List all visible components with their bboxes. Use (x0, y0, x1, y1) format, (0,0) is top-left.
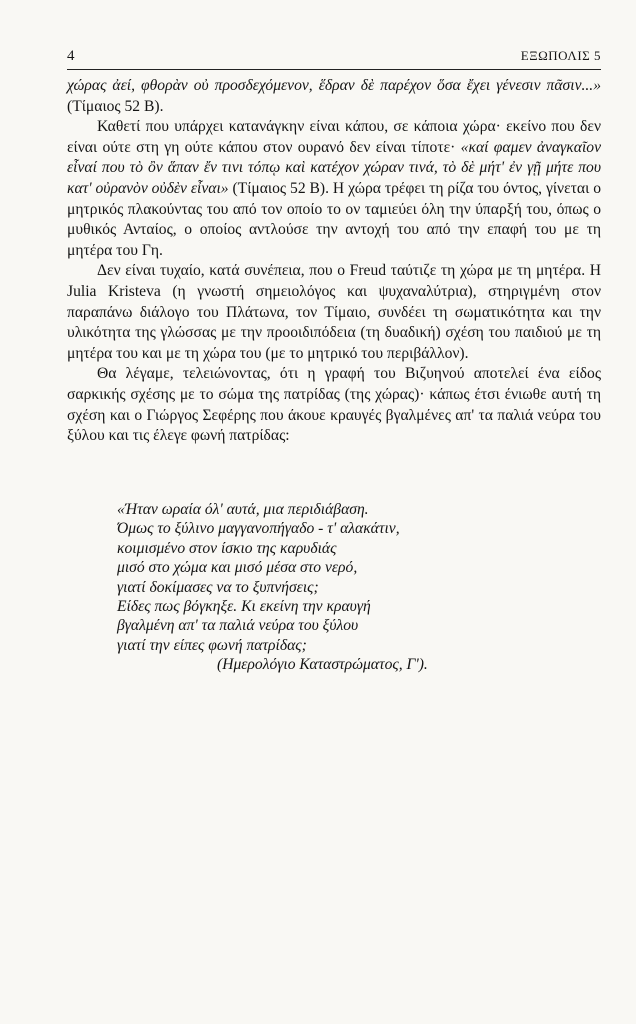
paragraph-4: Θα λέγαμε, τελειώνοντας, ότι η γραφή του Βιζυηνού αποτελεί ένα είδος σαρκικής σχέσης με το σώμα της πατρίδας (της χώρας)· κάπως έτσι ένιωθε αυτή τη σχέση και ο Γιώργος Σεφέρης που άκουε κραυγές βγαλμένες απ' τα παλιά νεύρα του ξύλου και τις έλεγε φωνή πατρίδας: (67, 365, 601, 445)
page-number: 4 (67, 48, 75, 64)
poem-line: γιατί την είπες φωνή πατρίδας; (117, 636, 307, 654)
running-header (67, 46, 601, 70)
greek-quotation: χώρας ἀεί, φθορὰν οὐ προσδεχόμενον, ἕδραν δὲ παρέχον ὅσα ἔχει γένεσιν πᾶσιν...» (67, 77, 601, 94)
poem-line: Όμως το ξύλινο μαγγανοπήγαδο - τ' αλακάτιν, (117, 520, 400, 538)
poem-line: βγαλμένη απ' τα παλιά νεύρα του ξύλου (117, 617, 359, 635)
poem-line: Είδες πως βόγκηξε. Κι εκείνη την κραυγή (117, 598, 371, 616)
citation: (Τίμαιος 52 Β). (67, 97, 164, 115)
header-rule (67, 69, 601, 70)
poem-line: γιατί δοκίμασες να το ξυπνήσεις; (117, 578, 319, 596)
paragraph-2-text-a: Καθετί που υπάρχει κατανάγκην είναι κάπου, σε κάποια χώρα· εκείνο που δεν είναι ούτε στη γη ούτε κάπου στον ουρανό δεν είναι τίποτε· (67, 118, 601, 156)
paragraph-1 (67, 76, 601, 117)
poem-line: μισό στο χώμα και μισό μέσα στο νερό, (117, 559, 358, 577)
paragraph-3: Δεν είναι τυχαίο, κατά συνέπεια, που ο Freud ταύτιζε τη χώρα με τη μητέρα. Η Julia Kristeva (η γνωστή σημειολόγος και ψυχαναλύτρια), στηριγμένη στον παραπάνω διάλογο του Πλάτωνα, τον Τίμαιο, συνδέει τη σωματικότητα και την υλικότητα της γλώσσας με την προοιδιπόδεια (τη δυαδική) σχέση του παιδιού με τη μητέρα του και με τη χώρα του (με το μητρικό του περιβάλλον). (67, 262, 601, 362)
poem-quotation (117, 500, 587, 675)
paragraph-2-text-b: (Τίμαιος 52 Β). Η χώρα τρέφει τη ρίζα του όντος, γίνεται ο μητρικός πλακούντας του από τον οποίο το ον ταμιεύει όλη την ύπαρξή του, όπως ο μυθικός Ανταίος, ο οποίος αντλούσε την αντοχή του από την επαφή του με τη μητέρα του Γη. (67, 179, 601, 259)
paragraph-2 (67, 117, 601, 261)
journal-title: ΕΞΩΠΟΛΙΣ 5 (520, 48, 601, 63)
poem-line: κοιμισμένο στον ίσκιο της καρυδιάς (117, 539, 337, 557)
poem-line: «Ήταν ωραία όλ' αυτά, μια περιδιάβαση. (117, 501, 369, 518)
greek-quotation: «καί φαμεν ἀναγκαῖον εἶναί που τὸ ὂν ἅπαν ἔν τινι τόπῳ καὶ κατέχον χώραν τινά, τὸ δὲ μήτ' ἐν γῇ μήτε που κατ' οὐρανὸν οὐδὲν εἶναι» (67, 138, 601, 197)
body-text (67, 76, 601, 447)
poem-source: (Ημερολόγιο Καταστρώματος, Γ'). (217, 656, 428, 674)
